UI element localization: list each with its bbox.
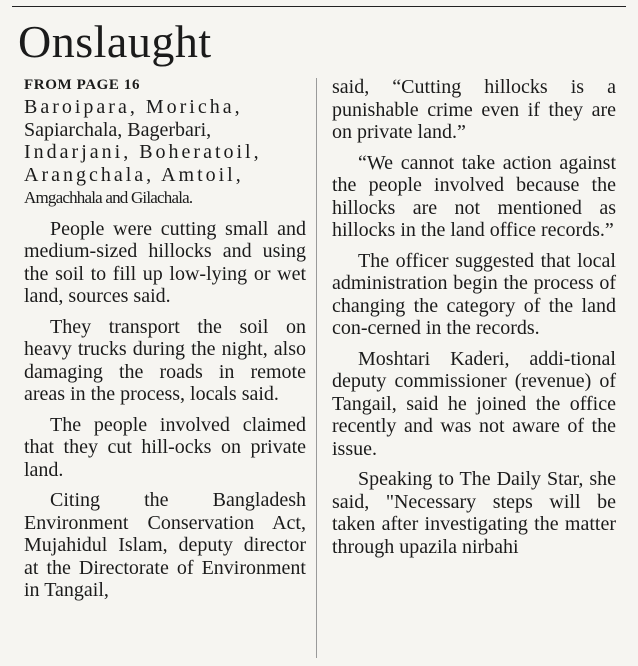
paragraph: People were cutting small and medium-sized hillocks and using the soil to fill up low-lying or wet land, sources said. [24,217,306,307]
paragraph: Speaking to The Daily Star, she said, "Necessary steps will be taken after investigating the matter through upazila nirbahi [332,468,616,558]
paragraph: said, “Cutting hillocks is a punishable crime even if they are on private land.” [332,76,616,143]
place-list-line: Baroipara, Moricha, [24,96,243,118]
top-rule [12,6,626,7]
article-column-right [332,76,616,566]
place-list-line: Indarjani, Boheratoil, [24,141,262,163]
place-list-line: Amgachhala and Gilachala. [24,188,193,207]
headline: Onslaught [18,16,212,67]
place-list-line: Arangchala, Amtoil, [24,163,244,186]
paragraph-place-list [24,96,306,210]
paragraph: Moshtari Kaderi, addi-tional deputy commissioner (revenue) of Tangail, said he joined the office recently and was not aware of the issue. [332,347,616,460]
paragraph: They transport the soil on heavy trucks during the night, also damaging the roads in remote areas in the process, locals said. [24,315,306,405]
paragraph: Citing the Bangladesh Environment Conservation Act, Mujahidul Islam, deputy director at the Directorate of Environment in Tangail, [24,489,306,601]
paragraph: “We cannot take action against the people involved because the hillocks are not mentioned as hillocks in the land office records.” [332,151,616,241]
article-column-left [24,76,306,610]
from-page-label: FROM PAGE 16 [24,77,141,93]
column-divider [316,78,317,658]
place-list-line: Sapiarchala, Bagerbari, [24,118,212,141]
paragraph: The people involved claimed that they cut hill-ocks on private land. [24,413,306,481]
paragraph: The officer suggested that local administration begin the process of changing the category of the land con-cerned in the records. [332,249,616,339]
